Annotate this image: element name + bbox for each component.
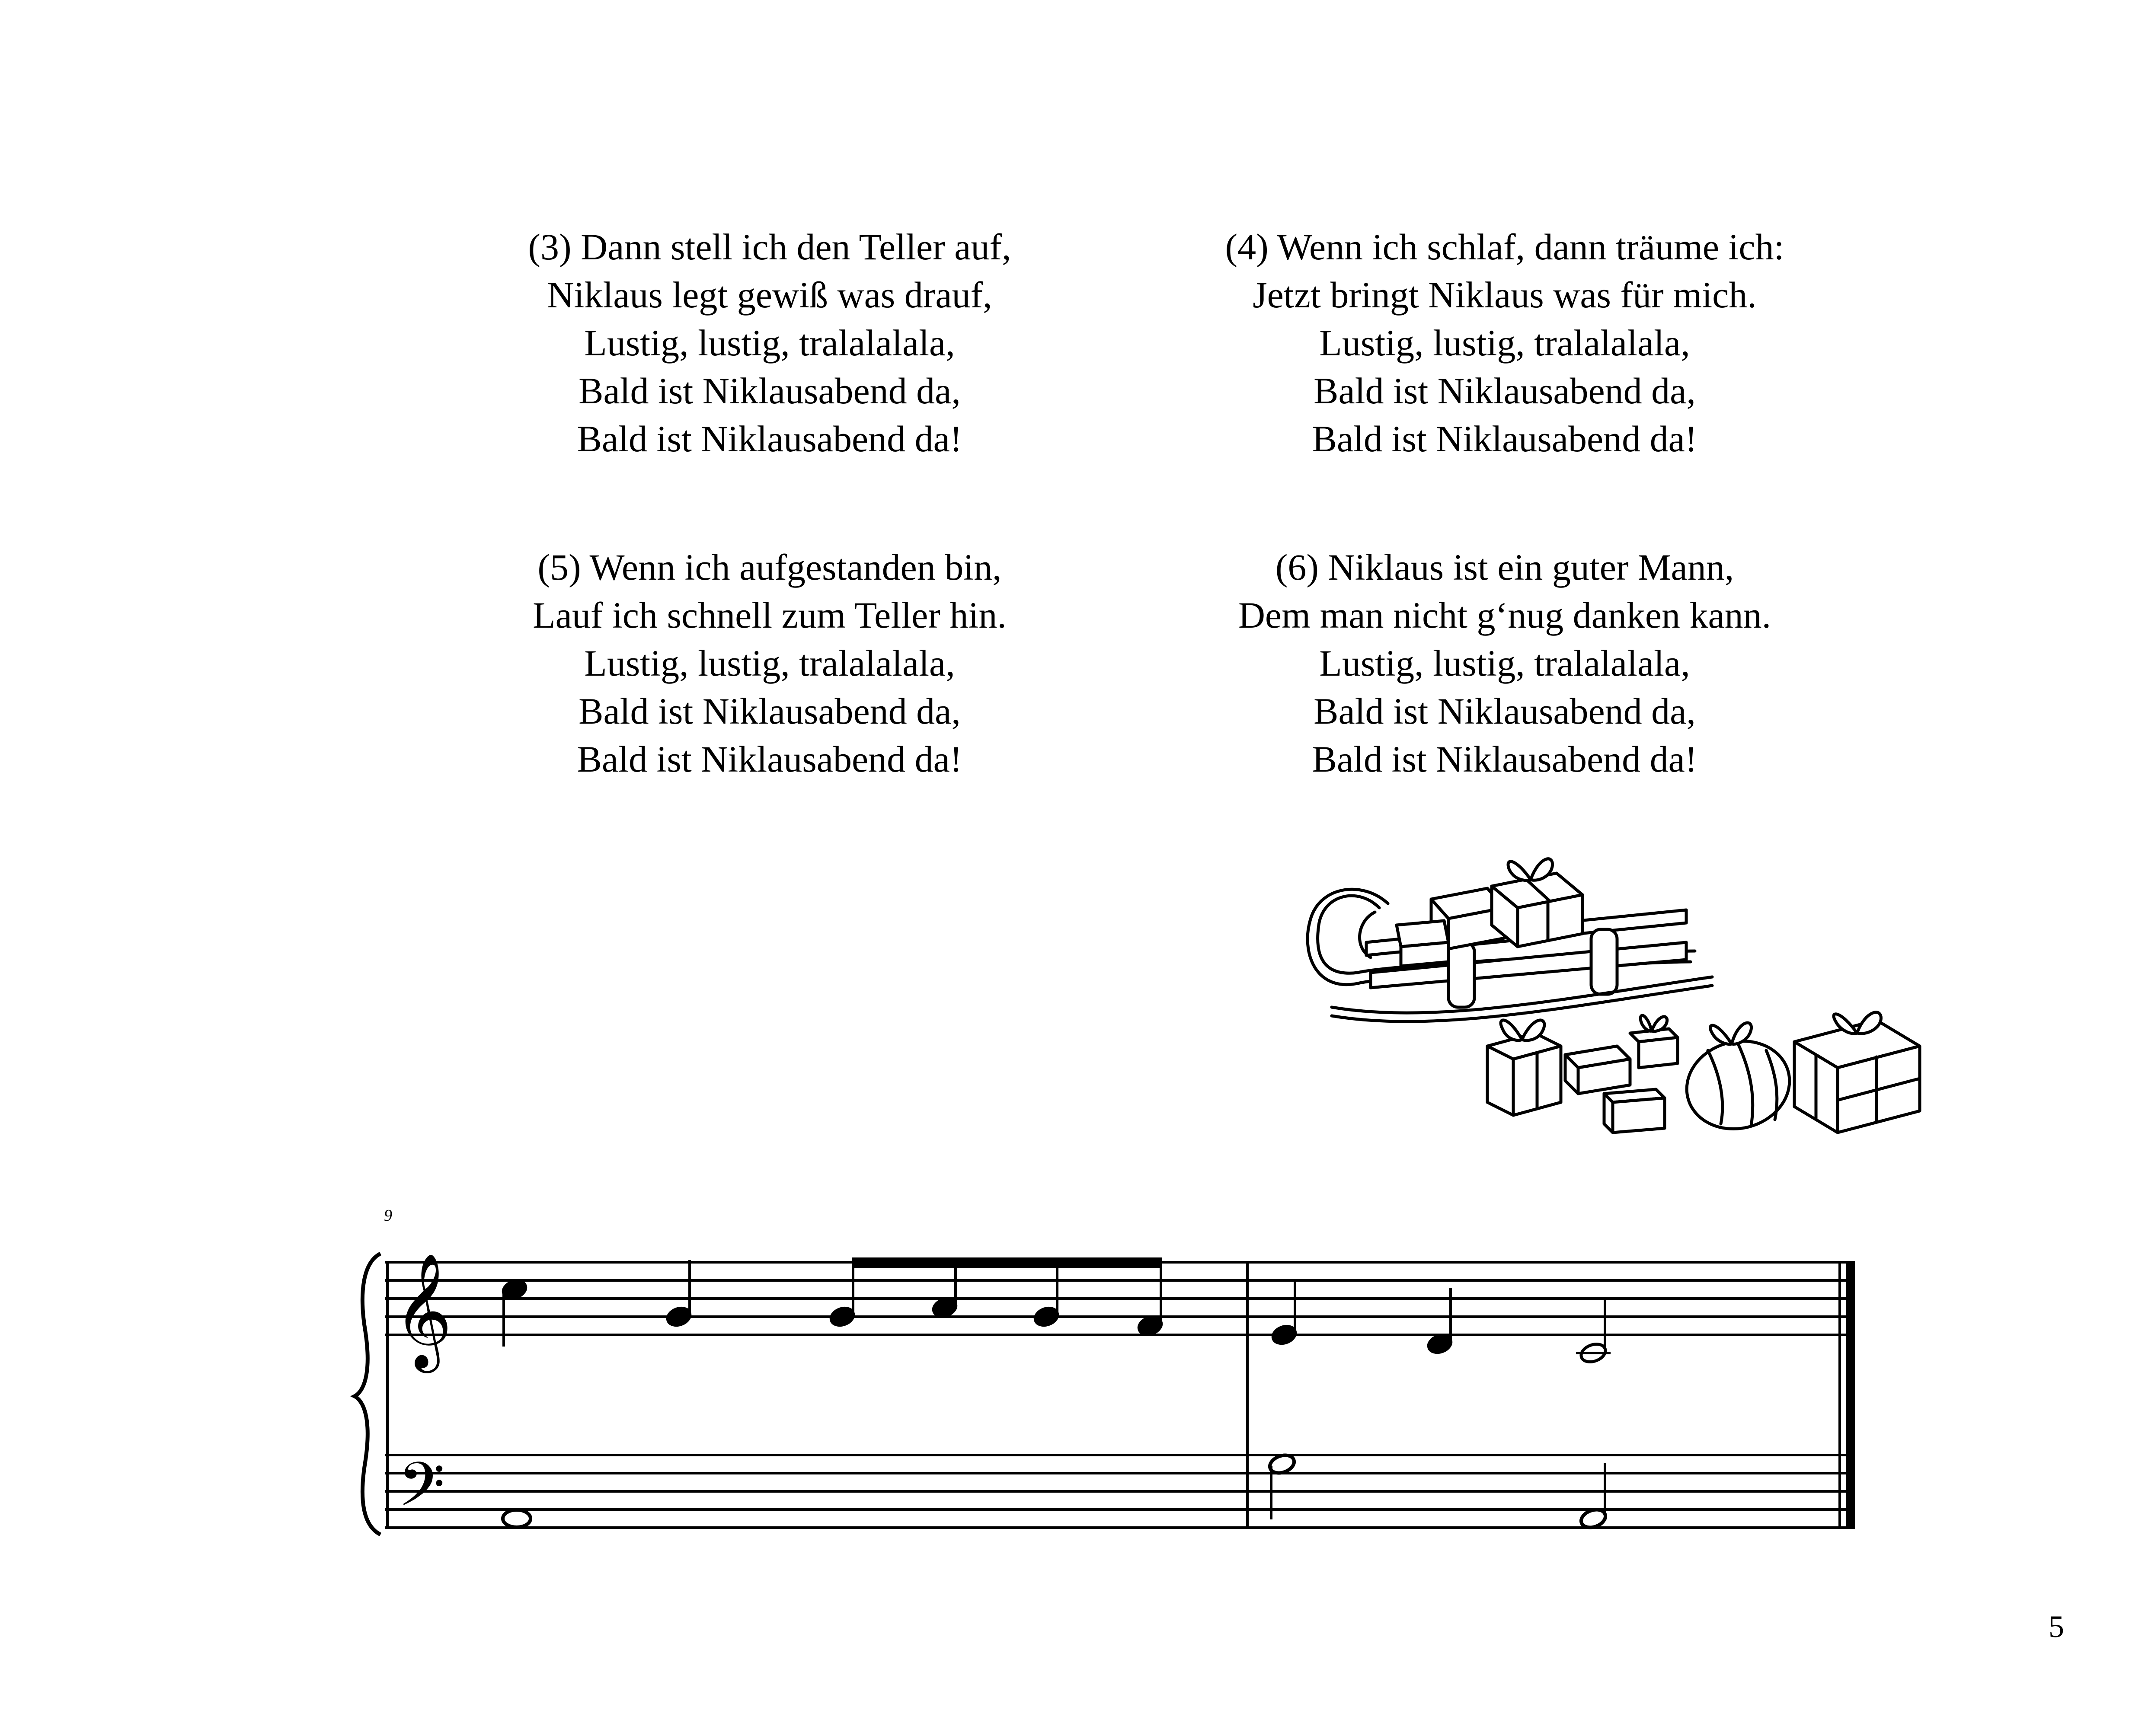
verse-line: Bald ist Niklausabend da,: [1314, 690, 1696, 732]
verse-line: (3) Dann stell ich den Teller auf,: [528, 226, 1011, 268]
note: [1579, 1463, 1608, 1531]
gift-icon: [1604, 1089, 1665, 1133]
treble-clef-icon: 𝄞: [393, 1253, 452, 1368]
gift-icon: [1492, 859, 1582, 947]
sled-with-gifts-illustration: [1306, 843, 1924, 1146]
verse-line: (4) Wenn ich schlaf, dann träume ich:: [1225, 226, 1784, 268]
note: [1136, 1262, 1164, 1337]
page-number: 5: [2049, 1609, 2064, 1644]
final-barline-thick: [1846, 1261, 1855, 1529]
note: [1426, 1288, 1454, 1356]
gift-icon: [1794, 1012, 1920, 1133]
bass-staff: [385, 1455, 1855, 1528]
verse-line: Lustig, lustig, tralalalala,: [1319, 322, 1690, 364]
verse-line: Bald ist Niklausabend da,: [1314, 370, 1696, 412]
gift-icon: [1565, 1046, 1630, 1094]
verse-line: Lustig, lustig, tralalalala,: [584, 322, 955, 364]
verse-line: Bald ist Niklausabend da!: [1312, 418, 1697, 460]
note: [501, 1278, 528, 1347]
treble-notes: [501, 1259, 1611, 1365]
verse-5: [402, 543, 1137, 783]
verse-line: Bald ist Niklausabend da!: [577, 738, 962, 780]
note: [1267, 1452, 1296, 1519]
verse-line: Bald ist Niklausabend da,: [579, 690, 961, 732]
verse-line: Lauf ich schnell zum Teller hin.: [533, 594, 1007, 636]
note: [665, 1260, 693, 1328]
gift-icon: [1677, 1023, 1800, 1140]
verse-line: Niklaus legt gewiß was drauf,: [547, 274, 992, 316]
note: [503, 1510, 531, 1527]
verse-6: [1137, 543, 1872, 783]
verse-4: [1137, 223, 1872, 463]
verse-line: Dem man nicht g‘nug danken kann.: [1238, 594, 1771, 636]
verse-line: Bald ist Niklausabend da!: [577, 418, 962, 460]
verse-line: (6) Niklaus ist ein guter Mann,: [1275, 546, 1734, 588]
note: [828, 1262, 856, 1328]
note: [931, 1262, 959, 1319]
bass-clef-icon: 𝄢: [398, 1449, 445, 1535]
treble-staff: [385, 1262, 1855, 1335]
verse-line: Lustig, lustig, tralalalala,: [1319, 642, 1690, 684]
note: [1576, 1297, 1611, 1365]
verse-3: [402, 223, 1137, 463]
verse-line: Lustig, lustig, tralalalala,: [584, 642, 955, 684]
note: [1033, 1262, 1060, 1328]
note: [1270, 1280, 1298, 1347]
gift-icon: [1630, 1015, 1678, 1068]
gift-icon: [1487, 1020, 1561, 1115]
verse-line: Bald ist Niklausabend da!: [1312, 738, 1697, 780]
verse-line: (5) Wenn ich aufgestanden bin,: [537, 546, 1002, 588]
measure-number: 9: [384, 1206, 392, 1225]
gift-icon: [1397, 921, 1448, 966]
bass-notes: [503, 1452, 1608, 1531]
verse-line: Jetzt bringt Niklaus was für mich.: [1253, 274, 1757, 316]
score-brace: [355, 1254, 380, 1535]
beam: [853, 1259, 1161, 1267]
verse-line: Bald ist Niklausabend da,: [579, 370, 961, 412]
